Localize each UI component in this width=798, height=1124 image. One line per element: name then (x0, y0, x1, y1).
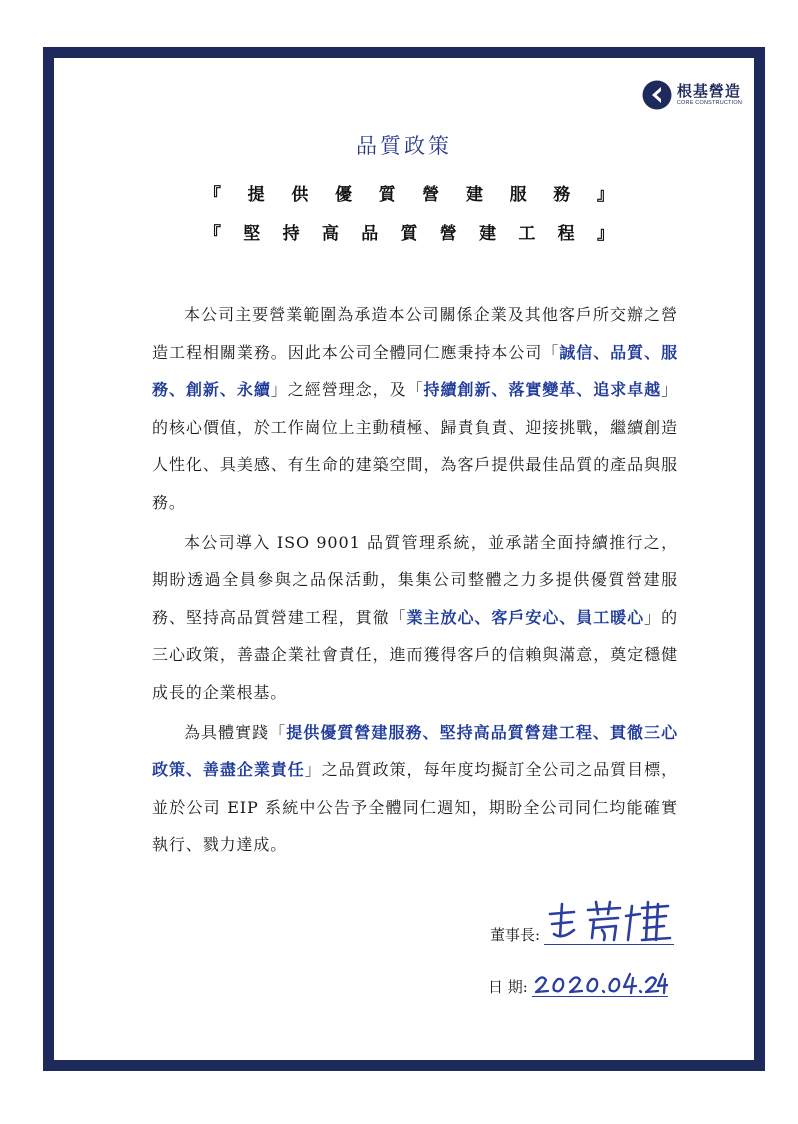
slogan-char: 高 (321, 223, 339, 244)
signed-date (532, 970, 668, 997)
slogan-char: 服 (509, 184, 527, 205)
slogan-char: 建 (465, 184, 483, 205)
slogan-char: 持 (282, 223, 300, 244)
document-frame (43, 47, 765, 1071)
page-title: 品質政策 (356, 134, 452, 158)
slogan-char: 品 (361, 223, 379, 244)
slogan-char: 供 (291, 184, 309, 205)
quality-policy-highlight: 提供優質營建服務、堅持高品質營建工程、貫徹三心政策、善盡企業責任 (152, 722, 678, 780)
slogan-char: 『 (204, 184, 221, 205)
date-row (488, 970, 668, 997)
core-values-highlight: 持續創新、落實變革、追求卓越 (423, 380, 662, 400)
slogan-2 (204, 219, 614, 243)
slogan-char: 』 (596, 223, 614, 244)
company-logo (642, 80, 742, 110)
slogan-char: 』 (596, 184, 614, 205)
paragraph-text: 」之品質政策，每年度均擬訂全公司之品質目標，並於公司 EIP 系統中公告予全體同仁週知，期盼全公司同仁均能確實執行、戮力達成。 (152, 760, 678, 855)
logo-name: 根基營造 (676, 82, 741, 100)
slogan-char: 質 (378, 184, 396, 205)
company-logo-icon (642, 80, 672, 110)
date-label: 日 期: (488, 978, 528, 996)
chairman-label: 董事長: (490, 926, 541, 944)
core-philosophy-highlight: 誠信、品質、服務、創新、永續 (152, 342, 678, 400)
paragraph-text: 」的三心政策，善盡企業社會責任，進而獲得客戶的信賴與滿意，奠定穩健成長的企業根基。 (152, 607, 678, 702)
logo-subtitle: CORE CONSTRUCTION (676, 100, 742, 106)
slogan-char: 提 (247, 184, 265, 205)
slogan-char: 建 (479, 223, 497, 244)
slogan-char: 『 (204, 223, 221, 244)
slogan-char: 務 (553, 184, 571, 205)
chairman-signature (544, 900, 674, 945)
slogan-1 (204, 180, 614, 204)
paragraph-1 (152, 296, 678, 522)
slogan-char: 營 (422, 184, 440, 205)
paragraph-text: 」的核心價值，於工作崗位上主動積極、歸責負責、迎接挑戰，繼續創造人性化、具美感、有生命的建築空間，為客戶提供最佳品質的產品與服務。 (152, 380, 679, 512)
slogan-char: 工 (518, 223, 536, 244)
paragraph-text: 為具體實踐「 (184, 722, 287, 742)
slogan-char: 質 (400, 223, 418, 244)
slogan-char: 優 (334, 184, 352, 205)
three-hearts-highlight: 業主放心、客戶安心、員工暖心 (406, 607, 645, 627)
paragraph-text: 本公司主要營業範圍為承造本公司關係企業及其他客戶所交辦之營造工程相關業務。因此本公司全體同仁應秉持本公司「 (152, 305, 678, 362)
handwritten-date-icon (532, 970, 668, 996)
slogan-char: 程 (557, 223, 575, 244)
paragraph-text: 」之經營理念，及「 (270, 380, 424, 400)
paragraph-3 (152, 714, 678, 864)
slogan-char: 堅 (243, 223, 261, 244)
paragraph-2 (152, 524, 678, 712)
policy-body (152, 296, 678, 864)
paragraph-text: 本公司導入 ISO 9001 品質管理系統，並承諾全面持續推行之，期盼透過全員參與之品保活動，集集公司整體之力多提供優質營建服務、堅持高品質營建工程，貫徹「 (152, 532, 678, 627)
slogan-char: 營 (439, 223, 457, 244)
chairman-signature-row (490, 900, 674, 945)
handwritten-signature-icon (544, 900, 674, 944)
